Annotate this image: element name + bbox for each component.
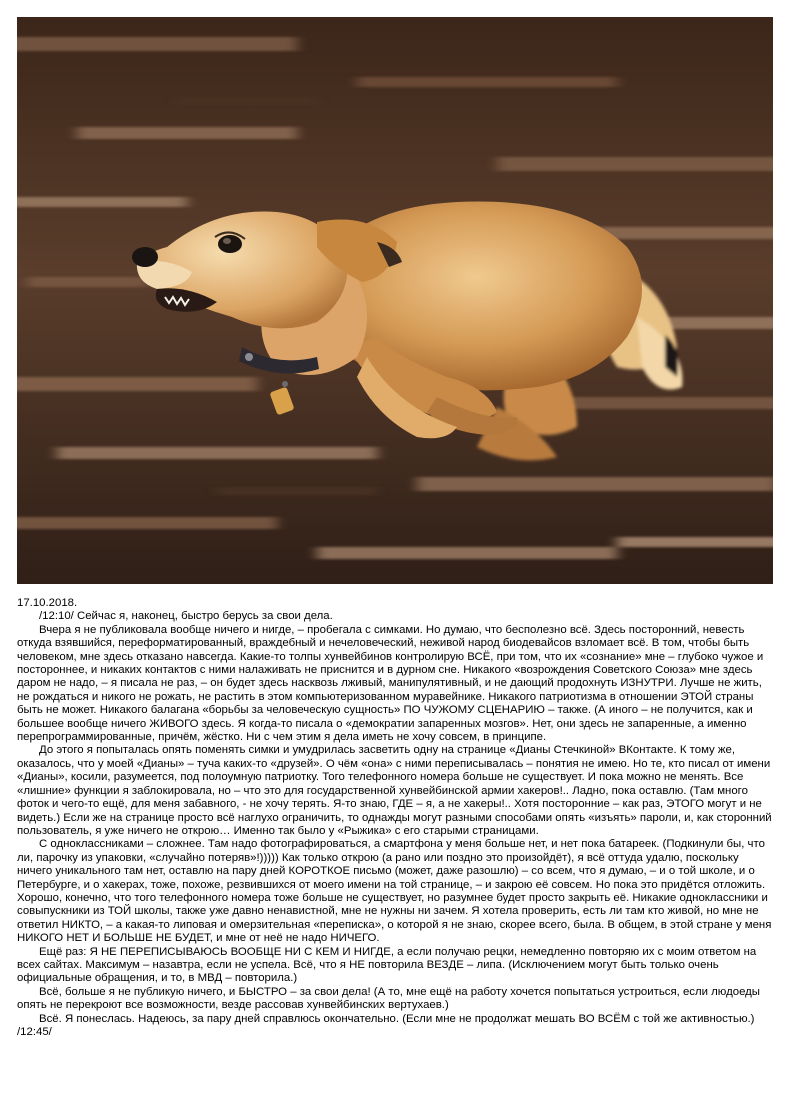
- paragraph-4: С одноклассниками – сложнее. Там надо фотографироваться, а смартфона у меня больше нет, и нет пока батареек. (Подкинули бы, что ли, парочку из упаковки, «случайно потеряв»!))))) Как только открою (а рано или поздно это произойдёт), я всё оттуда удалю, поскольку ничего уникального там нет, оставлю на пару дней КОРОТКОЕ письмо (может, даже разошлю) – со всем, что я думаю, – и о той школе, и о Петербурге, и о хакерах, тоже, похоже, резвившихся от моего имени на той странице, – и закрою её совсем. Но пока это придётся отложить. Хорошо, конечно, что того телефонного номера тоже больше не существует, но разумнее будет просто закрыть её. Никакие одноклассники и совыпускники из ТОЙ школы, также уже давно ненавистной, мне не нужны ни зачем. Я хотела проверить, есть ли там кто живой, но мне не ответил НИКТО, – а какая-то липовая и омерзительная «переписка», о которой я не знаю, скорее всего, была. В общем, в этой стране у меня НИКОГО НЕТ И БОЛЬШЕ НЕ БУДЕТ, и мне от неё не надо НИЧЕГО.: [17, 838, 772, 945]
- paragraph-5: Ещё раз: Я НЕ ПЕРЕПИСЫВАЮСЬ ВООБЩЕ НИ С КЕМ И НИГДЕ, а если получаю рецки, немедленно повторяю их с моим ответом на всех сайтах. Максимум – назавтра, если не успела. Всё, что я НЕ повторила ВЕЗДЕ – липа. (Исключением могут быть только очень официальные обращения, и то, в МВД – повторила.): [17, 945, 757, 985]
- running-dog-image: [17, 17, 773, 584]
- post-date: 17.10.2018.: [17, 597, 78, 609]
- paragraph-2: Вчера я не публиковала вообще ничего и нигде, – пробегала с симками. Но думаю, что бесполезно всё. Здесь посторонний, невесть откуда взявшийся, переформатированный, враждебный и нечеловеческий, неживой народ биодевайсов взломает всё. В том, чтобы быть человеком, мне здесь отказано навсегда. Какие-то толпы хунвейбинов контролирую ВСЁ, при том, что их «сознание» мне – глубоко чужое и постороннее, и никаких контактов с ними налаживать не приснится и в дурном сне. Никакого «возрождения Советского Союза» мне здесь даром не надо, – я писала не раз, – он будет здесь насквозь лживый, манипулятивный, и не дающий продохнуть ИЗНУТРИ. Лучше не жить, не рождаться и никого не рожать, не растить в этом компьютеризованном муравейнике. Никакого патриотизма в отношении ЭТОЙ страны быть не может. Никакого балагана «борьбы за человеческую сущность» ПО ЧУЖОМУ СЦЕНАРИЮ – также. (А иного – не получится, как и большее вообще ничего ЖИВОГО здесь. Я когда-то писала о «демократии запаренных мозгов». Нет, они здесь не запаренные, а именно перепрограммированные, причём, жёстко. Ни с чем этим я дела иметь не хочу совсем, в принципе.: [17, 623, 764, 744]
- paragraph-1: /12:10/ Сейчас я, наконец, быстро берусь за свои дела.: [39, 610, 333, 623]
- paragraph-6: Всё, больше я не публикую ничего, и БЫСТРО – за свои дела! (А то, мне ещё на работу хочется попытаться устроиться, если людоеды опять не перекроют все возможности, везде рассовав хунвейбинских вертухаев.): [17, 985, 760, 1012]
- dog-photo: [17, 17, 773, 584]
- post-text: [17, 597, 772, 1039]
- paragraph-7: Всё. Я понеслась. Надеюсь, за пару дней справлюсь окончательно. (Если мне не продолжат мешать ВО ВСЁМ с той же активностью.) /12:45/: [17, 1012, 755, 1038]
- paragraph-3: До этого я попыталась опять поменять симки и умудрилась засветить одну на странице «Дианы Стечкиной» ВКонтакте. К тому же, оказалось, что у моей «Дианы» – туча каких-то «друзей». О чём «она» с ними переписывалась – понятия не имею. Но те, кто писал от имени «Дианы», косили, разумеется, под полоумную патриотку. Того телефонного номера больше не существует. И пока можно не менять. Все «лишние» функции я заблокировала, но – что это для государственной хунвейбинской армии хакеров!.. Ладно, пока оставлю. (Там много фоток и чего-то ещё, для меня забавного, - не хочу терять. Я-то знаю, ГДЕ – я, а не хакеры!.. Хотя посторонние – как раз, ЭТОГО могут и не видеть.) Если же на странице просто всё наглухо ограничить, то однажды могут разными способами опять «изъять» пароли, и, как сторонний пользователь, я уже ничего не открою… Именно так было у «Рыжика» с его старыми страницами.: [17, 744, 772, 837]
